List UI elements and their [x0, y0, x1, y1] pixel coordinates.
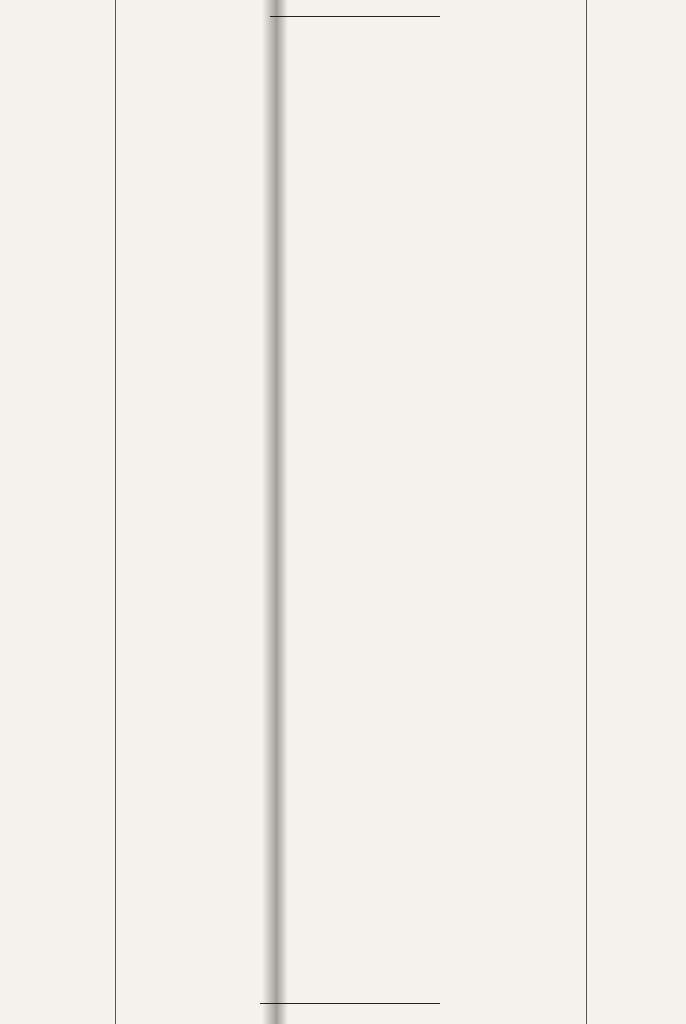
article-column: [120, 0, 582, 1024]
column-rule-right: [586, 0, 587, 1024]
headline-top-rule: [270, 16, 440, 17]
right-column: [589, 0, 686, 1024]
column-rule-left: [115, 0, 116, 1024]
article-end-rule: [260, 1003, 440, 1004]
left-column: [0, 0, 112, 1024]
